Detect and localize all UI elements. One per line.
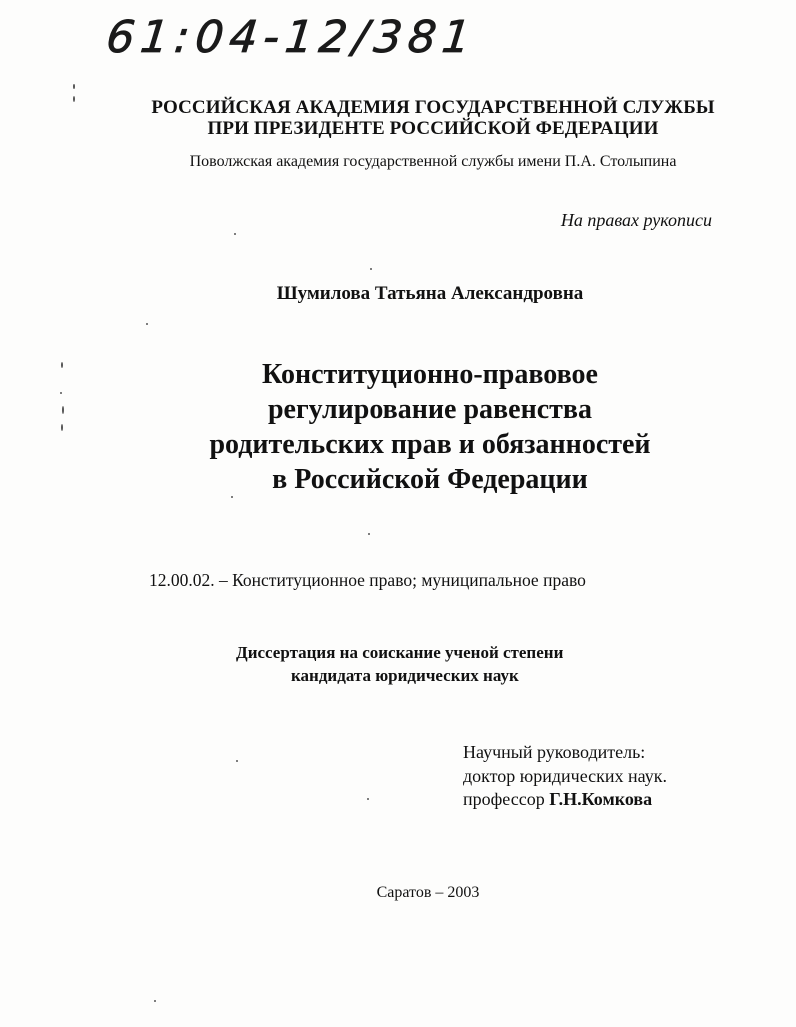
dissertation-title [0, 357, 796, 497]
academy-name: Поволжская академия государственной службы имени П.А. Столыпина [189, 153, 677, 170]
institution-name-line2: ПРИ ПРЕЗИДЕНТЕ РОССИЙСКОЙ ФЕДЕРАЦИИ [207, 118, 659, 139]
supervisor-title-line [463, 788, 667, 812]
scan-speck [367, 798, 369, 800]
degree-line-2: кандидата юридических наук [291, 666, 519, 685]
scan-speck [62, 406, 64, 414]
scan-speck [60, 392, 62, 394]
scan-speck [231, 496, 233, 498]
title-line-1: Конституционно-правовое [262, 359, 598, 390]
handwritten-archive-code [108, 6, 488, 62]
scan-speck [61, 424, 63, 431]
degree-line-1: Диссертация на соискание ученой степени [236, 643, 564, 662]
supervisor-name: Г.Н.Комкова [549, 789, 653, 809]
author-name: Шумилова Татьяна Александровна [276, 283, 584, 304]
supervisor-rank: профессор [463, 789, 550, 809]
scan-speck [154, 1000, 156, 1002]
title-line-4: в Российской Федерации [272, 464, 588, 495]
handwritten-code-drawing [108, 6, 488, 62]
handwritten-code-text: 61:04-12/381 [108, 12, 479, 62]
title-line-3: родительских прав и обязанностей [209, 429, 651, 460]
supervisor-label: Научный руководитель: [463, 742, 646, 762]
scan-speck [73, 84, 75, 89]
scan-speck [368, 533, 370, 535]
scan-speck [61, 362, 63, 368]
supervisor-block [463, 741, 667, 812]
degree-statement [236, 641, 563, 687]
city-and-year: Саратов – 2003 [376, 884, 480, 901]
title-line-2: регулирование равенства [267, 394, 593, 425]
scan-speck [73, 96, 75, 102]
scan-speck [370, 268, 372, 270]
scan-speck [146, 323, 148, 325]
scan-speck [236, 760, 238, 762]
specialty-code: 12.00.02. – Конституционное право; муниципальное право [149, 570, 586, 590]
institution-name-line1: РОССИЙСКАЯ АКАДЕМИЯ ГОСУДАРСТВЕННОЙ СЛУЖБЫ [151, 97, 715, 118]
manuscript-rights-note: На правах рукописи [560, 210, 712, 230]
scan-speck [234, 233, 236, 235]
supervisor-degree: доктор юридических наук. [463, 765, 667, 786]
